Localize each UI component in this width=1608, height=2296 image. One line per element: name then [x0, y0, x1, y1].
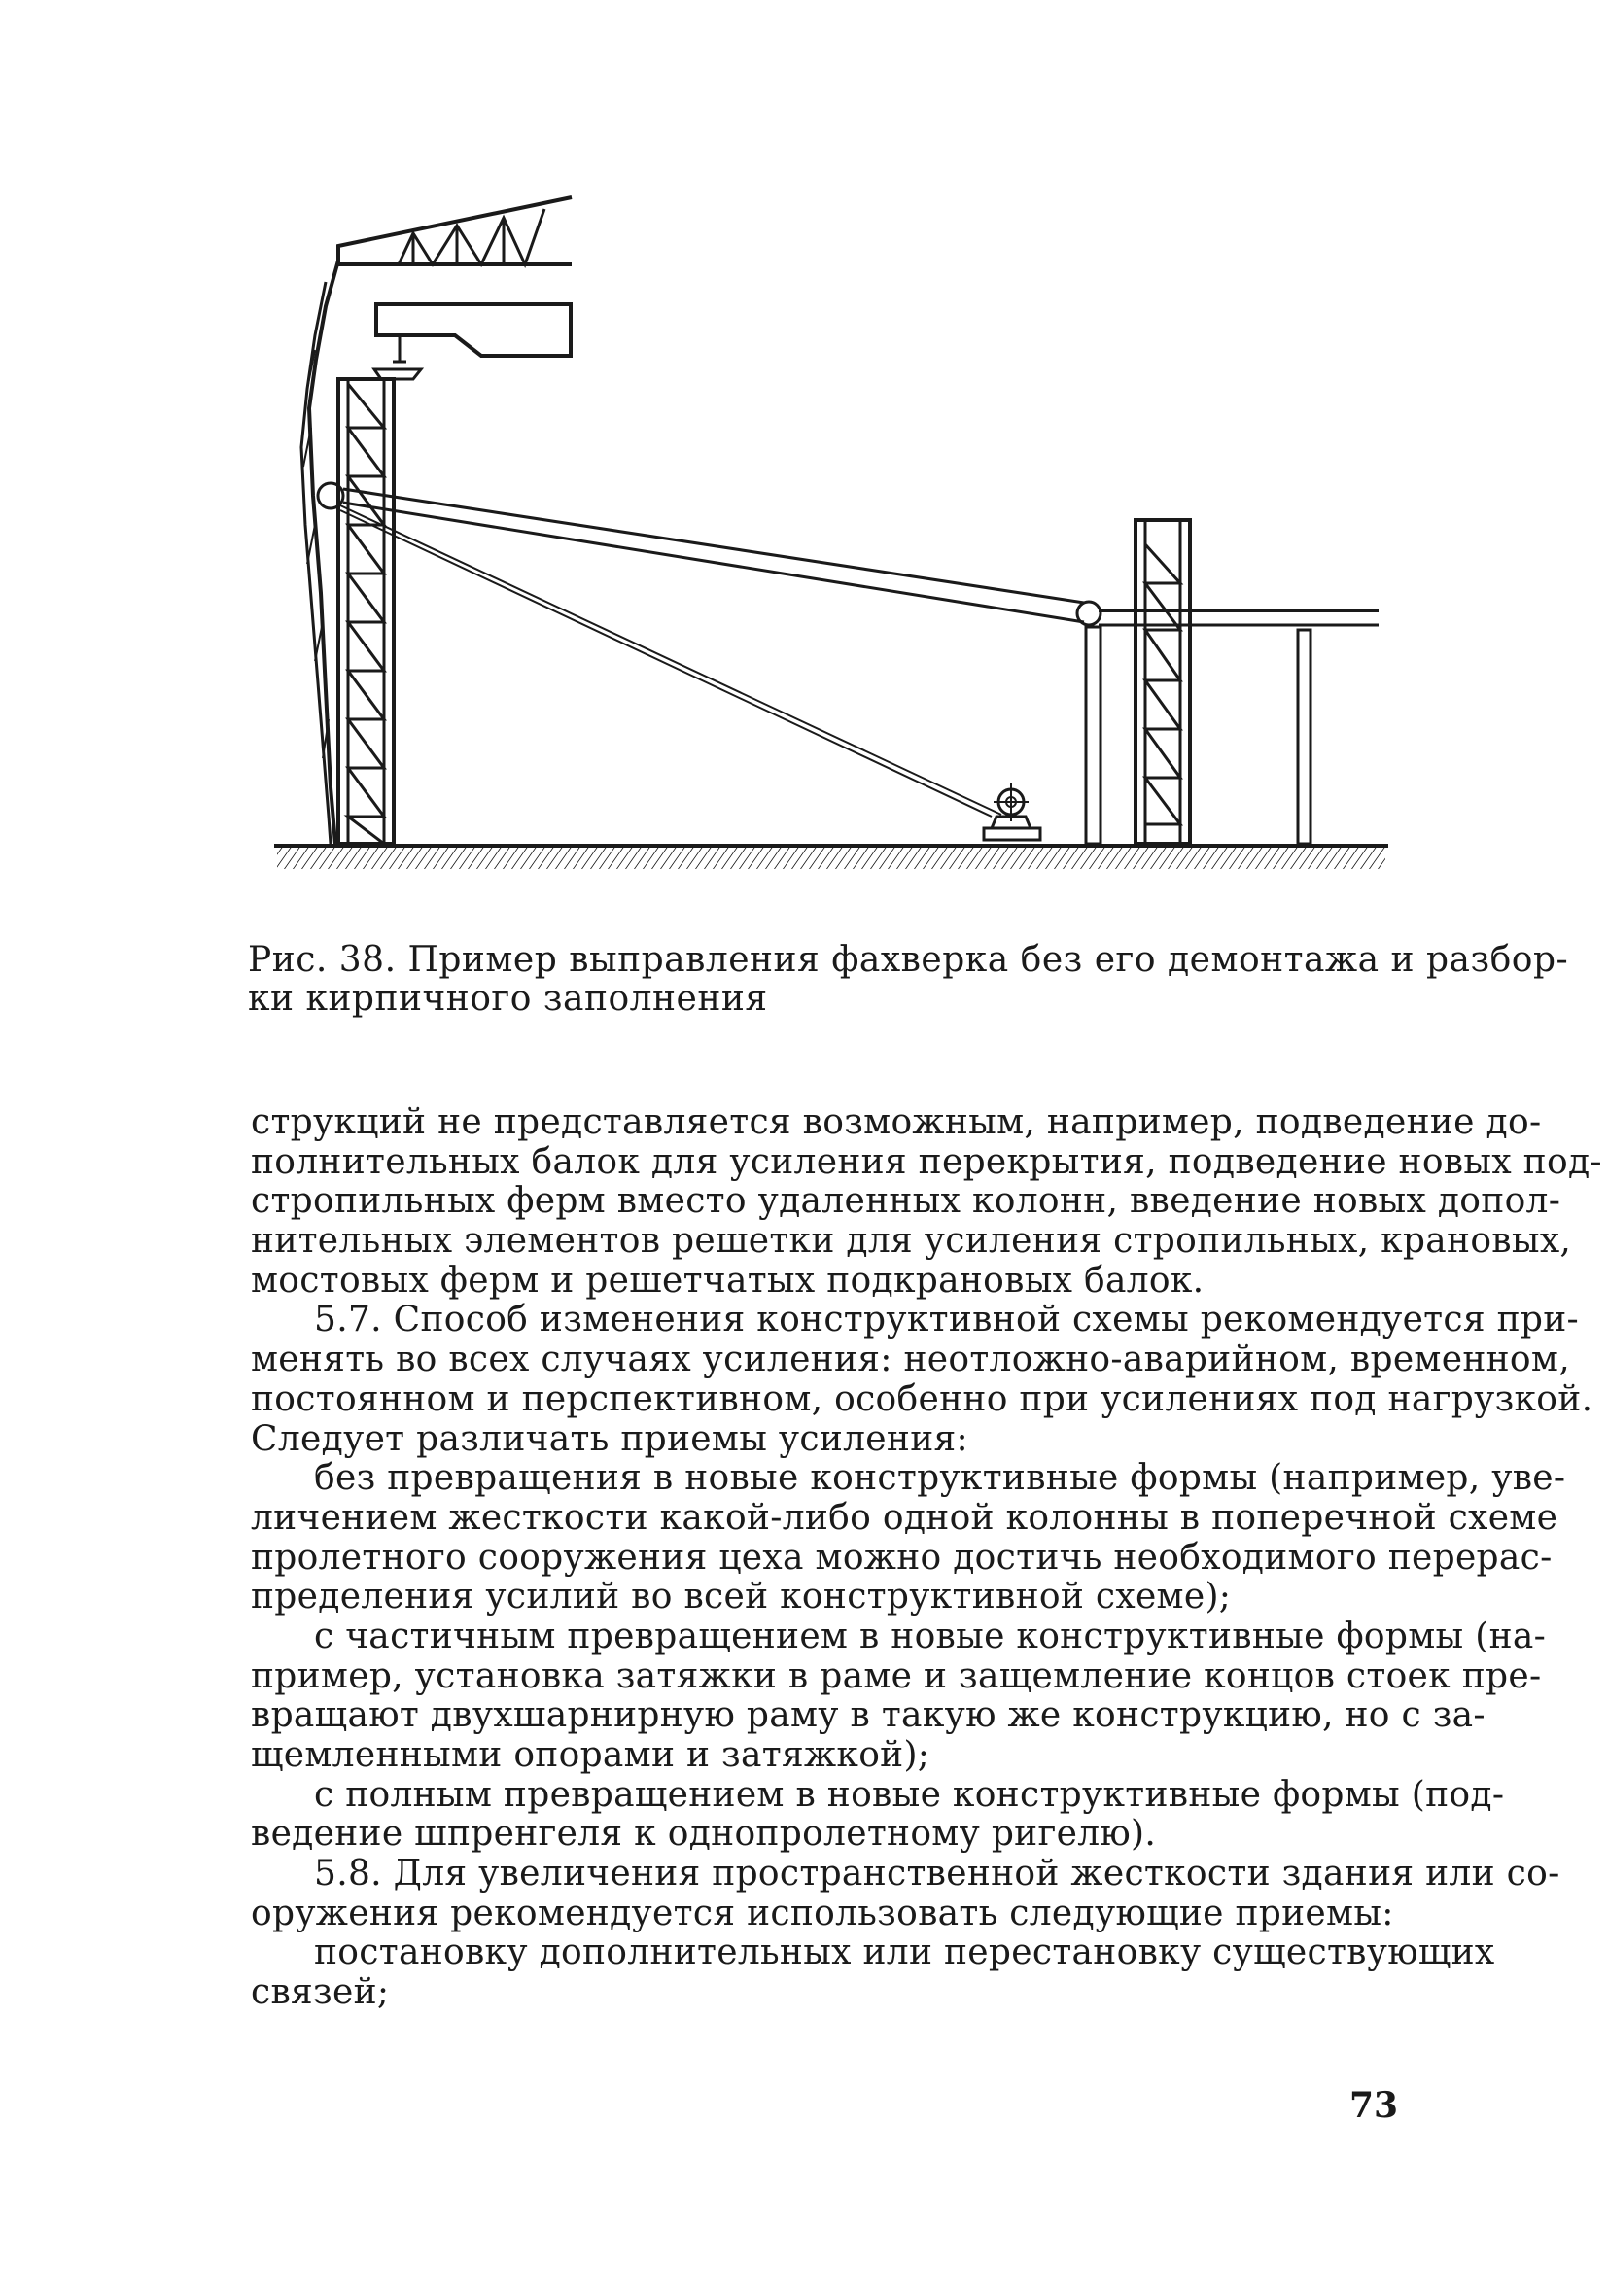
text-line: менять во всех случаях усиления: неотложно-аварийном, временном,: [251, 1339, 1570, 1380]
facade-frame: [301, 261, 338, 844]
text-line: постоянном и перспективном, особенно при усилениях под нагрузкой.: [251, 1378, 1593, 1419]
text-line: ведение шпренгеля к однопролетному ригелю).: [251, 1814, 1157, 1855]
body-text: [251, 1102, 1602, 2013]
text-line: вращают двухшарнирную раму в такую же конструкцию, но с за-: [251, 1695, 1486, 1736]
right-structure: [1086, 520, 1379, 844]
left-lattice-column: [338, 379, 394, 844]
text-line: нительных элементов решетки для усиления стропильных, крановых,: [251, 1221, 1572, 1262]
text-line: мостовых ферм и решетчатых подкрановых балок.: [251, 1260, 1205, 1301]
text-line: без превращения в новые конструктивные формы (например, уве-: [314, 1458, 1566, 1499]
page-number: 73: [1349, 2085, 1399, 2126]
crane-beam: [374, 304, 571, 379]
text-line: оружения рекомендуется использовать следующие приемы:: [251, 1893, 1394, 1933]
text-line: пролетного сооружения цеха можно достичь необходимого перерас-: [251, 1537, 1553, 1578]
ground-hatching: [274, 846, 1388, 869]
pulling-cables: [318, 483, 1101, 817]
text-line: с частичным превращением в новые конструктивные формы (на-: [314, 1616, 1547, 1656]
text-line: 5.7. Способ изменения конструктивной схемы рекомендуется при-: [314, 1300, 1580, 1340]
text-line: 5.8. Для увеличения пространственной жесткости здания или со-: [314, 1854, 1560, 1895]
text-line: щемленными опорами и затяжкой);: [251, 1735, 930, 1775]
figure-38-drawing: [262, 175, 1410, 914]
caption-line: ки кирпичного заполнения: [248, 979, 768, 1019]
text-line: постановку дополнительных или перестановку существующих: [314, 1932, 1495, 1973]
text-line: пример, установка затяжки в раме и защемление концов стоек пре-: [251, 1655, 1542, 1696]
text-line: стропильных ферм вместо удаленных колонн, введение новых допол-: [251, 1181, 1561, 1222]
text-line: Следует различать приемы усиления:: [251, 1418, 968, 1459]
roof-truss: [338, 197, 572, 264]
text-line: связей;: [251, 1972, 390, 2013]
text-line: полнительных балок для усиления перекрытия, подведение новых под-: [251, 1141, 1602, 1182]
text-line: струкций не представляется возможным, например, подведение до-: [251, 1102, 1542, 1142]
text-line: личением жесткости какой-либо одной колонны в поперечной схеме: [251, 1497, 1558, 1538]
caption-line: Рис. 38. Пример выправления фахверка без его демонтажа и разбор-: [248, 940, 1569, 980]
text-line: пределения усилий во всей конструктивной схеме);: [251, 1577, 1232, 1618]
text-line: с полным превращением в новые конструктивные формы (под-: [314, 1774, 1505, 1815]
figure-caption: [248, 940, 1569, 1019]
